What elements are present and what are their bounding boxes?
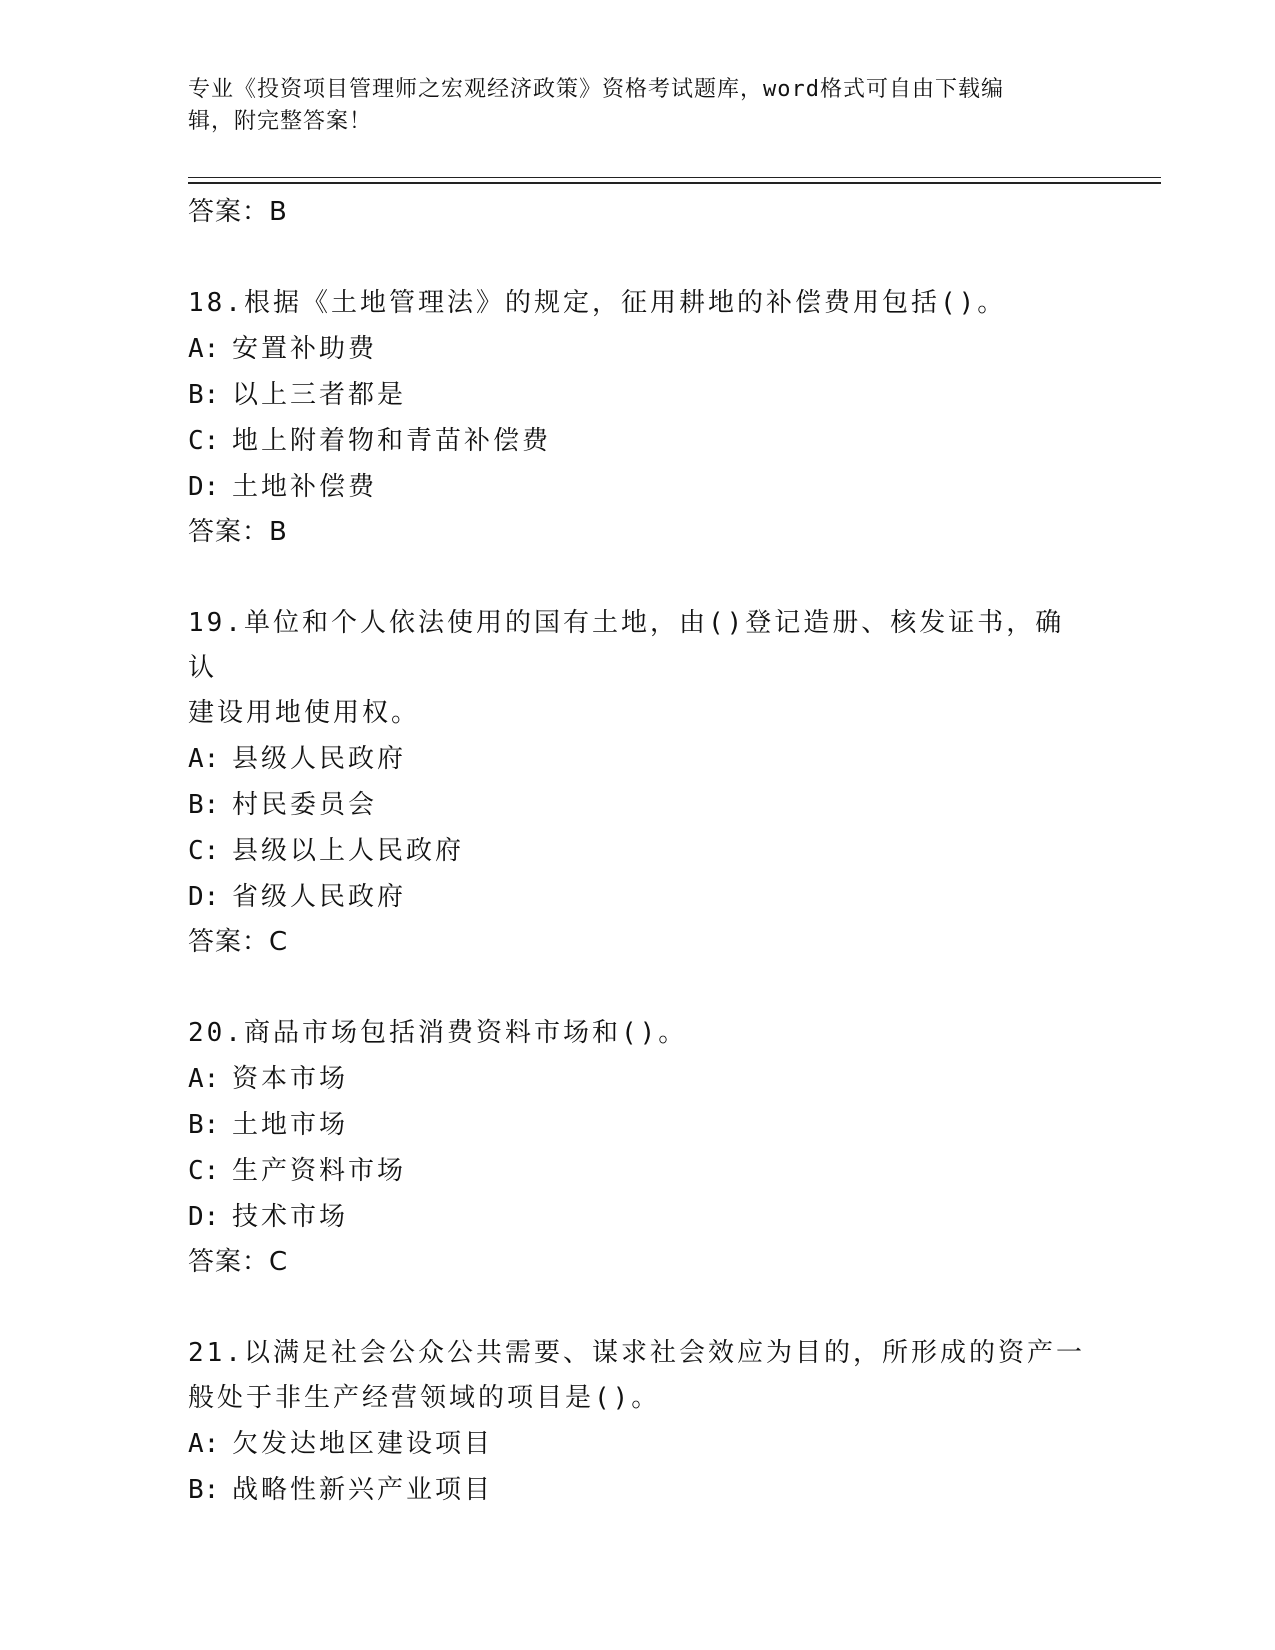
option-letter: B: — [188, 380, 220, 410]
option-letter: A: — [188, 744, 220, 774]
question-block — [188, 1331, 1088, 1513]
answer-option — [188, 1467, 1088, 1513]
option-letter: D: — [188, 882, 220, 912]
document-header — [188, 74, 1068, 138]
option-letter: B: — [188, 1475, 220, 1505]
answer-option — [188, 1148, 1088, 1194]
option-letter: A: — [188, 1429, 220, 1459]
question-stem: 20.商品市场包括消费资料市场和()。 — [188, 1018, 688, 1048]
answer-option — [188, 874, 1088, 920]
option-letter: A: — [188, 334, 220, 364]
option-letter: D: — [188, 1202, 220, 1232]
question-stem: 19.单位和个人依法使用的国有土地，由()登记造册、核发证书，确认 — [188, 608, 1065, 683]
option-text: 土地市场 — [232, 1110, 349, 1140]
question-stem: 般处于非生产经营领域的项目是()。 — [188, 1383, 661, 1413]
option-letter: D: — [188, 472, 220, 502]
answer-option — [188, 326, 1088, 372]
question-block — [188, 601, 1088, 965]
answer-option — [188, 1102, 1088, 1148]
answer-option — [188, 1421, 1088, 1467]
question-stem: 21.以满足社会公众公共需要、谋求社会效应为目的，所形成的资产一 — [188, 1338, 1085, 1368]
option-text: 资本市场 — [232, 1064, 349, 1094]
option-text: 县级人民政府 — [232, 744, 407, 774]
option-text: 省级人民政府 — [232, 882, 407, 912]
option-text: 县级以上人民政府 — [232, 836, 465, 866]
option-text: 生产资料市场 — [232, 1156, 407, 1186]
answer-option — [188, 1056, 1088, 1102]
option-text: 土地补偿费 — [232, 472, 378, 502]
option-text: 地上附着物和青苗补偿费 — [232, 426, 552, 456]
header-divider-thin — [188, 177, 1161, 178]
questions-container — [188, 281, 1088, 1513]
answer-option — [188, 736, 1088, 782]
question-block — [188, 281, 1088, 555]
header-title-line-1: 专业《投资项目管理师之宏观经济政策》资格考试题库，word格式可自由下载编 — [188, 77, 1004, 102]
option-letter: B: — [188, 1110, 220, 1140]
answer-key: 答案：C — [188, 1247, 289, 1277]
option-letter: A: — [188, 1064, 220, 1094]
answer-option — [188, 464, 1088, 510]
answer-option — [188, 782, 1088, 828]
answer-option — [188, 372, 1088, 418]
option-letter: C: — [188, 836, 220, 866]
option-text: 安置补助费 — [232, 334, 378, 364]
question-block — [188, 1011, 1088, 1285]
answer-key: 答案：B — [188, 517, 288, 547]
option-text: 欠发达地区建设项目 — [232, 1429, 494, 1459]
question-stem: 18.根据《土地管理法》的规定，征用耕地的补偿费用包括()。 — [188, 288, 1007, 318]
option-letter: C: — [188, 426, 220, 456]
answer-option — [188, 1194, 1088, 1240]
answer-option — [188, 418, 1088, 464]
previous-answer: 答案：B — [188, 197, 288, 227]
option-text: 战略性新兴产业项目 — [232, 1475, 494, 1505]
question-list — [188, 190, 1088, 1513]
option-letter: B: — [188, 790, 220, 820]
answer-key: 答案：C — [188, 927, 289, 957]
header-divider-thick — [188, 182, 1161, 184]
option-text: 技术市场 — [232, 1202, 349, 1232]
option-text: 以上三者都是 — [232, 380, 407, 410]
question-stem: 建设用地使用权。 — [188, 698, 421, 728]
answer-option — [188, 828, 1088, 874]
option-text: 村民委员会 — [232, 790, 378, 820]
option-letter: C: — [188, 1156, 220, 1186]
header-title-line-2: 辑，附完整答案！ — [188, 109, 373, 134]
